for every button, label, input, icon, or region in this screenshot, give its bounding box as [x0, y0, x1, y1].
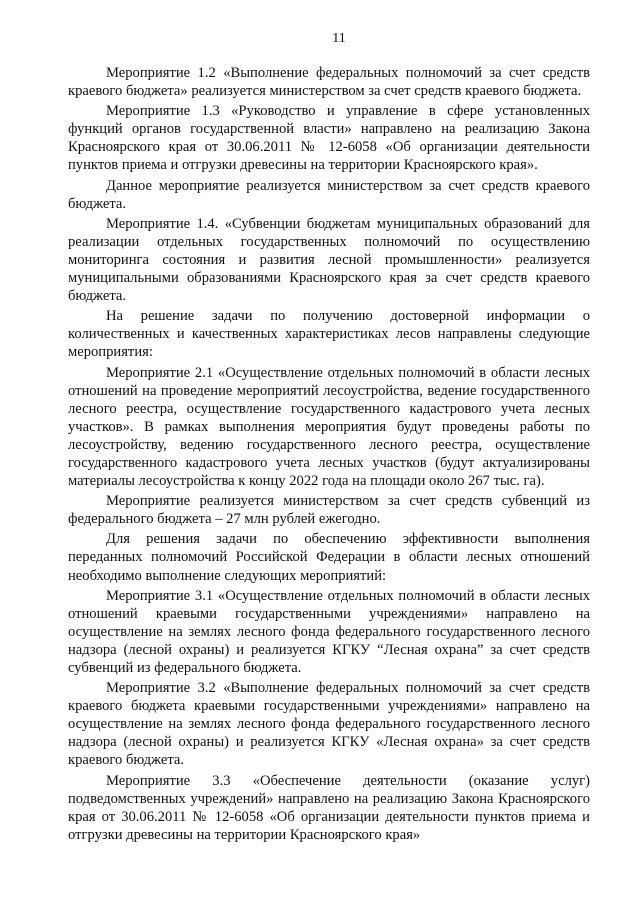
paragraph-task-2-intro: На решение задачи по получению достоверной информации о количественных и качественных характеристиках лесов направлены следующие мероприятия:: [68, 308, 590, 361]
paragraph-measure-1-2: Мероприятие 1.2 «Выполнение федеральных полномочий за счет средств краевого бюджета» реализуется министерством за счет средств краевого бюджета.: [68, 65, 590, 100]
paragraph-measure-3-2: Мероприятие 3.2 «Выполнение федеральных полномочий за счет средств краевого бюджета краевыми государственными учреждениями» направлено на осуществление на землях лесного фонда федерального государственного лесного надзора (лесной охраны) и реализуется КГКУ «Лесная охрана» за счет средств краевого бюджета.: [68, 680, 590, 769]
paragraph-measure-2-1-funding: Мероприятие реализуется министерством за счет средств субвенций из федерального бюджета – 27 млн рублей ежегодно.: [68, 493, 590, 528]
page-number: 11: [332, 31, 346, 46]
paragraph-measure-3-1: Мероприятие 3.1 «Осуществление отдельных полномочий в области лесных отношений краевыми государственными учреждениями» направлено на осуществление на землях лесного фонда федерального государственного лесного надзора (лесной охраны) и реализуется КГКУ “Лесная охрана” за счет средств субвенций из федерального бюджета.: [68, 587, 590, 676]
paragraph-measure-3-3: Мероприятие 3.3 «Обеспечение деятельности (оказание услуг) подведомственных учреждений» направлено на реализацию Закона Красноярского края от 30.06.2011 № 12-6058 «Об организации деятельности пунктов приема и отгрузки древесины на территории Красноярского края»: [68, 772, 590, 843]
paragraph-measure-1-3-funding: Данное мероприятие реализуется министерством за счет средств краевого бюджета.: [68, 177, 590, 212]
paragraph-measure-1-3: Мероприятие 1.3 «Руководство и управление в сфере установленных функций органов государственной власти» направлено на реализацию Закона Красноярского края от 30.06.2011 № 12-6058 «Об организации деятельности пунктов приема и отгрузки древесины на территории Красноярского края».: [68, 103, 590, 174]
paragraph-measure-1-4: Мероприятие 1.4. «Субвенции бюджетам муниципальных образований для реализации отдельных государственных полномочий по осуществлению мониторинга состояния и развития лесной промышленности» реализуется муниципальными образованиями Красноярского края за счет средств краевого бюджета.: [68, 215, 590, 305]
paragraph-task-3-intro: Для решения задачи по обеспечению эффективности выполнения переданных полномочий Российской Федерации в области лесных отношений необходимо выполнение следующих мероприятий:: [68, 531, 590, 584]
paragraph-measure-2-1: Мероприятие 2.1 «Осуществление отдельных полномочий в области лесных отношений на проведение мероприятий лесоустройства, ведение государственного лесного реестра, осуществление государственного кадастрового учета лесных участков». В рамках выполнения мероприятия будут проведены работы по лесоустройству, ведению государственного лесного реестра, осуществление государственного кадастрового учета лесных участков (будут актуализированы материалы лесоустройства к концу 2022 года на площади около 267 тыс. га).: [68, 364, 590, 490]
